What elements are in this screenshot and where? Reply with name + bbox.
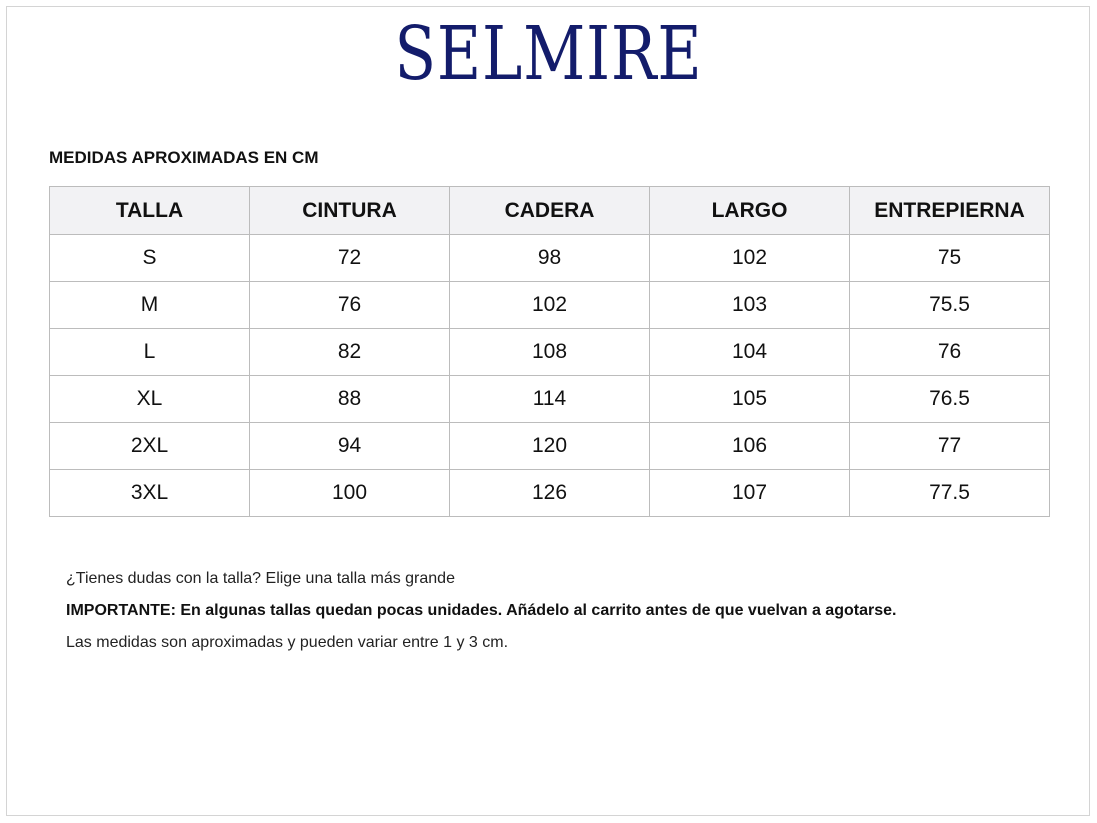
cell-cintura: 94 xyxy=(250,423,450,470)
cell-largo: 105 xyxy=(650,376,850,423)
note-approximate: Las medidas son aproximadas y pueden variar entre 1 y 3 cm. xyxy=(66,634,509,651)
header-cadera: CADERA xyxy=(450,187,650,235)
cell-entrepierna: 77 xyxy=(850,423,1050,470)
cell-cadera: 120 xyxy=(450,423,650,470)
header-largo: LARGO xyxy=(650,187,850,235)
header-cintura: CINTURA xyxy=(250,187,450,235)
cell-largo: 104 xyxy=(650,329,850,376)
cell-entrepierna: 75.5 xyxy=(850,282,1050,329)
cell-cadera: 98 xyxy=(450,235,650,282)
header-entrepierna: ENTREPIERNA xyxy=(850,187,1050,235)
notes-section xyxy=(66,569,896,665)
cell-cintura: 72 xyxy=(250,235,450,282)
note-size-advice: ¿Tienes dudas con la talla? Elige una talla más grande xyxy=(66,570,455,587)
cell-entrepierna: 76.5 xyxy=(850,376,1050,423)
cell-talla: M xyxy=(50,282,250,329)
cell-cintura: 88 xyxy=(250,376,450,423)
table-row xyxy=(50,423,1050,470)
cell-cintura: 76 xyxy=(250,282,450,329)
header-talla: TALLA xyxy=(50,187,250,235)
cell-largo: 103 xyxy=(650,282,850,329)
cell-entrepierna: 75 xyxy=(850,235,1050,282)
cell-cintura: 82 xyxy=(250,329,450,376)
size-table xyxy=(49,186,1050,517)
cell-talla: 2XL xyxy=(50,423,250,470)
table-row xyxy=(50,282,1050,329)
table-row xyxy=(50,376,1050,423)
note-important: IMPORTANTE: En algunas tallas quedan pocas unidades. Añádelo al carrito antes de que vuelvan a agotarse. xyxy=(66,602,897,619)
cell-entrepierna: 77.5 xyxy=(850,470,1050,517)
table-row xyxy=(50,470,1050,517)
cell-cintura: 100 xyxy=(250,470,450,517)
table-header-row xyxy=(50,187,1050,235)
cell-largo: 106 xyxy=(650,423,850,470)
cell-talla: XL xyxy=(50,376,250,423)
cell-cadera: 108 xyxy=(450,329,650,376)
cell-cadera: 126 xyxy=(450,470,650,517)
cell-talla: 3XL xyxy=(50,470,250,517)
page-subtitle: MEDIDAS APROXIMADAS EN CM xyxy=(49,148,319,167)
cell-talla: L xyxy=(50,329,250,376)
cell-entrepierna: 76 xyxy=(850,329,1050,376)
table-row xyxy=(50,329,1050,376)
table-row xyxy=(50,235,1050,282)
cell-largo: 107 xyxy=(650,470,850,517)
cell-talla: S xyxy=(50,235,250,282)
cell-cadera: 102 xyxy=(450,282,650,329)
cell-largo: 102 xyxy=(650,235,850,282)
brand-logo: SELMIRE xyxy=(394,11,703,97)
cell-cadera: 114 xyxy=(450,376,650,423)
